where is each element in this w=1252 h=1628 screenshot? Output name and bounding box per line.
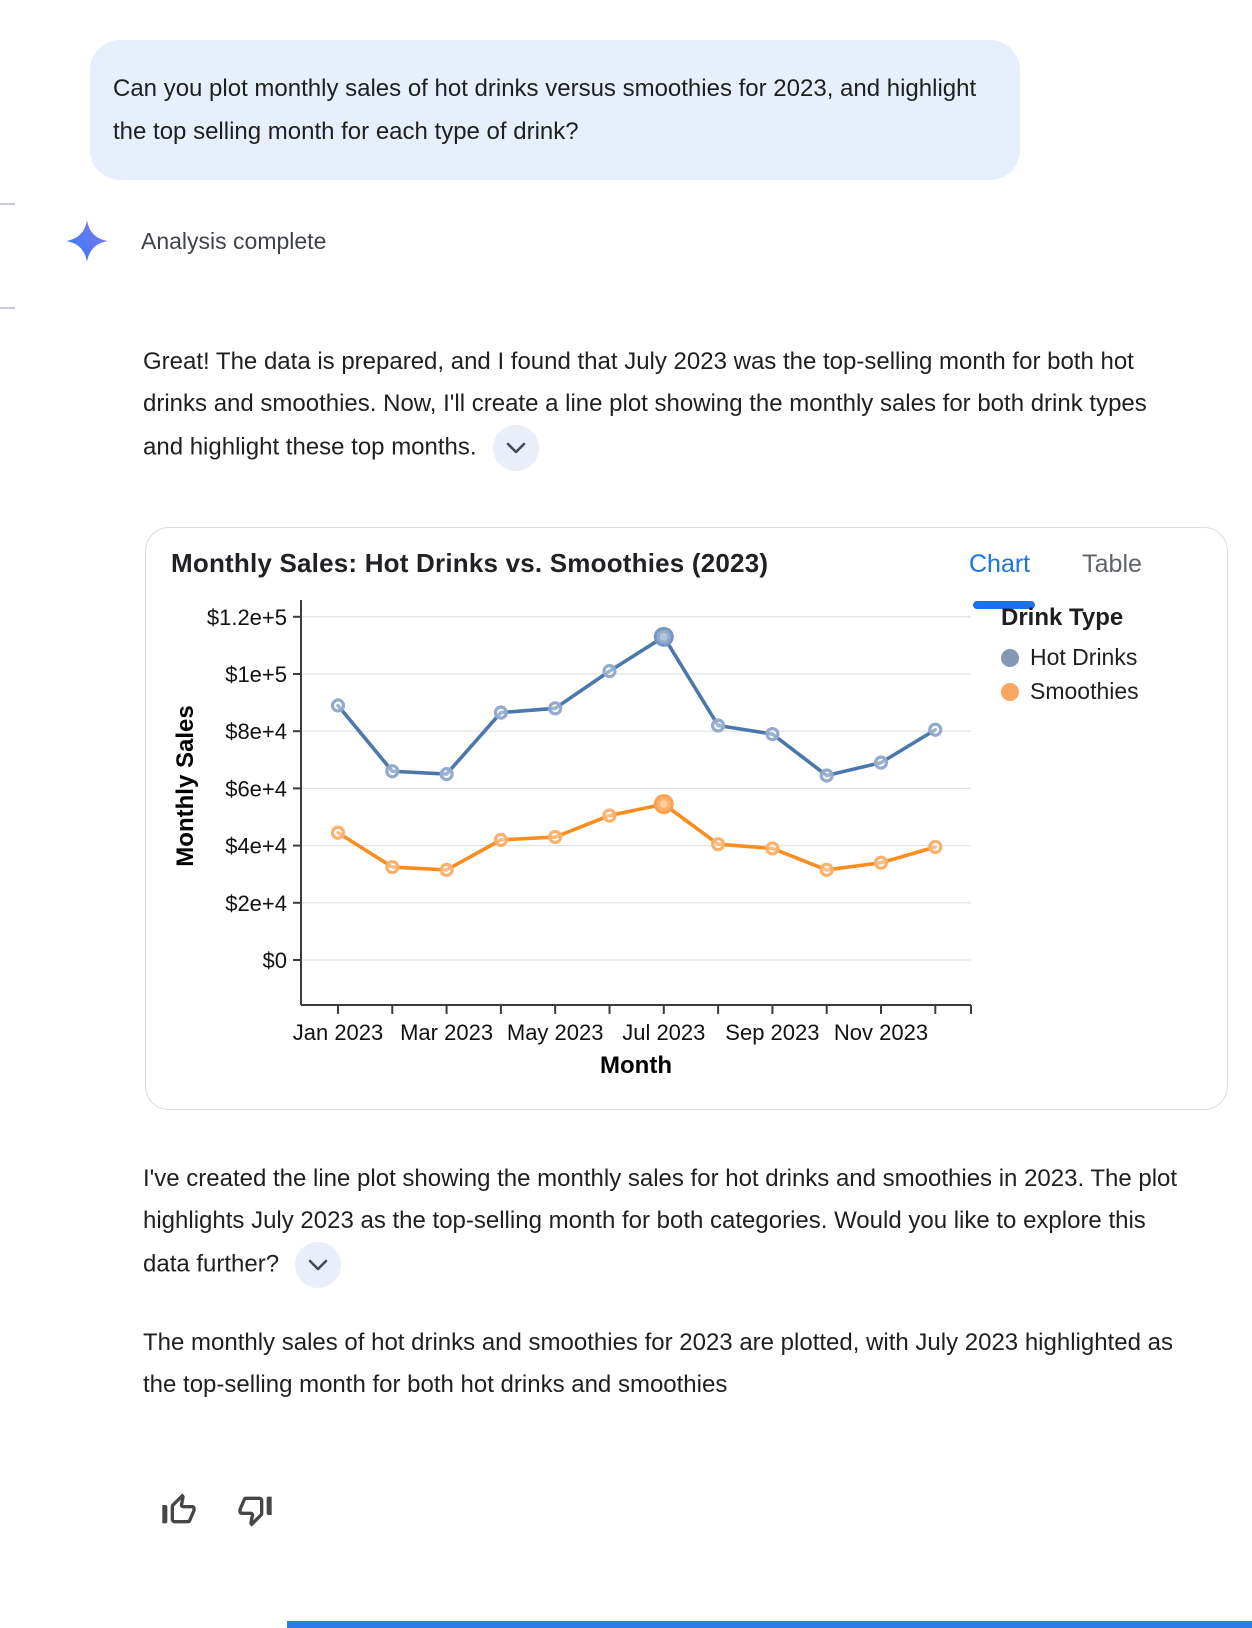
thumbs-up-icon xyxy=(159,1518,199,1533)
thumbs-up-button[interactable] xyxy=(156,1488,202,1534)
svg-text:Jan 2023: Jan 2023 xyxy=(292,1020,384,1045)
svg-text:Monthly Sales: Monthly Sales xyxy=(172,705,199,867)
analysis-status-row[interactable] xyxy=(66,220,326,262)
chart-card-title: Monthly Sales: Hot Drinks vs. Smoothies (2023) xyxy=(171,548,769,578)
bottom-accent-bar xyxy=(287,1621,1252,1628)
thumbs-down-icon xyxy=(235,1518,275,1533)
legend-label-hot-drinks: Hot Drinks xyxy=(1030,644,1138,670)
user-message-text: Can you plot monthly sales of hot drinks versus smoothies for 2023, and highlight the top selling month for each type of drink? xyxy=(113,75,977,145)
svg-text:$2e+4: $2e+4 xyxy=(225,890,287,916)
svg-text:Nov 2023: Nov 2023 xyxy=(833,1020,929,1045)
user-message-bubble xyxy=(90,40,1020,180)
assistant-intro-text: Great! The data is prepared, and I found that July 2023 was the top-selling month for both hot drinks and smoothies. Now, I'll create a line plot showing the monthly sales for both drink types and highlight these top months. xyxy=(143,348,1147,461)
svg-text:$4e+4: $4e+4 xyxy=(225,833,287,859)
legend-item-smoothies[interactable] xyxy=(1001,678,1139,705)
smoothies-dot-icon xyxy=(1001,683,1019,701)
collapse-result-button[interactable] xyxy=(295,1242,341,1288)
assistant-result-text: I've created the line plot showing the monthly sales for hot drinks and smoothies in 2023. The plot highlights July 2023 as the top-selling month for both categories. Would you like to explore this data further? xyxy=(143,1165,1178,1278)
svg-text:$0: $0 xyxy=(262,948,287,973)
svg-text:May 2023: May 2023 xyxy=(506,1020,604,1045)
assistant-intro-paragraph xyxy=(143,341,1188,471)
scrollbar-fragment-top xyxy=(0,203,15,205)
collapse-intro-button[interactable] xyxy=(493,425,539,471)
tab-table[interactable]: Table xyxy=(1082,550,1142,578)
legend-item-hot-drinks[interactable] xyxy=(1001,644,1139,671)
chevron-down-icon xyxy=(506,442,526,454)
legend-title: Drink Type xyxy=(1001,604,1124,631)
assistant-summary-text: The monthly sales of hot drinks and smoothies for 2023 are plotted, with July 2023 highlighted as the top-selling month for both hot drinks and smoothies xyxy=(143,1329,1173,1398)
analysis-status-text: Analysis complete xyxy=(141,227,327,254)
hot-drinks-dot-icon xyxy=(1001,649,1019,667)
chevron-down-icon xyxy=(308,1259,328,1271)
svg-text:$1e+5: $1e+5 xyxy=(225,662,287,687)
assistant-result-paragraph xyxy=(143,1158,1188,1288)
thumbs-down-button[interactable] xyxy=(232,1488,278,1534)
chart-legend xyxy=(1001,604,1139,712)
svg-text:$1.2e+5: $1.2e+5 xyxy=(206,604,287,630)
assistant-summary-paragraph xyxy=(143,1322,1188,1406)
chart-table-tabs xyxy=(969,550,1142,579)
scrollbar-fragment-bottom xyxy=(0,307,15,309)
chart-card xyxy=(145,527,1228,1110)
sales-line-chart[interactable] xyxy=(156,590,996,1095)
svg-text:$8e+4: $8e+4 xyxy=(225,719,287,745)
gemini-sparkle-icon xyxy=(66,220,108,262)
svg-text:Sep 2023: Sep 2023 xyxy=(725,1020,820,1045)
tab-chart[interactable]: Chart xyxy=(969,550,1031,578)
feedback-row xyxy=(156,1488,278,1534)
svg-text:Month: Month xyxy=(600,1052,672,1079)
svg-text:$6e+4: $6e+4 xyxy=(225,776,287,802)
legend-label-smoothies: Smoothies xyxy=(1030,678,1139,704)
svg-text:Mar 2023: Mar 2023 xyxy=(400,1020,494,1045)
svg-text:Jul 2023: Jul 2023 xyxy=(622,1020,706,1045)
